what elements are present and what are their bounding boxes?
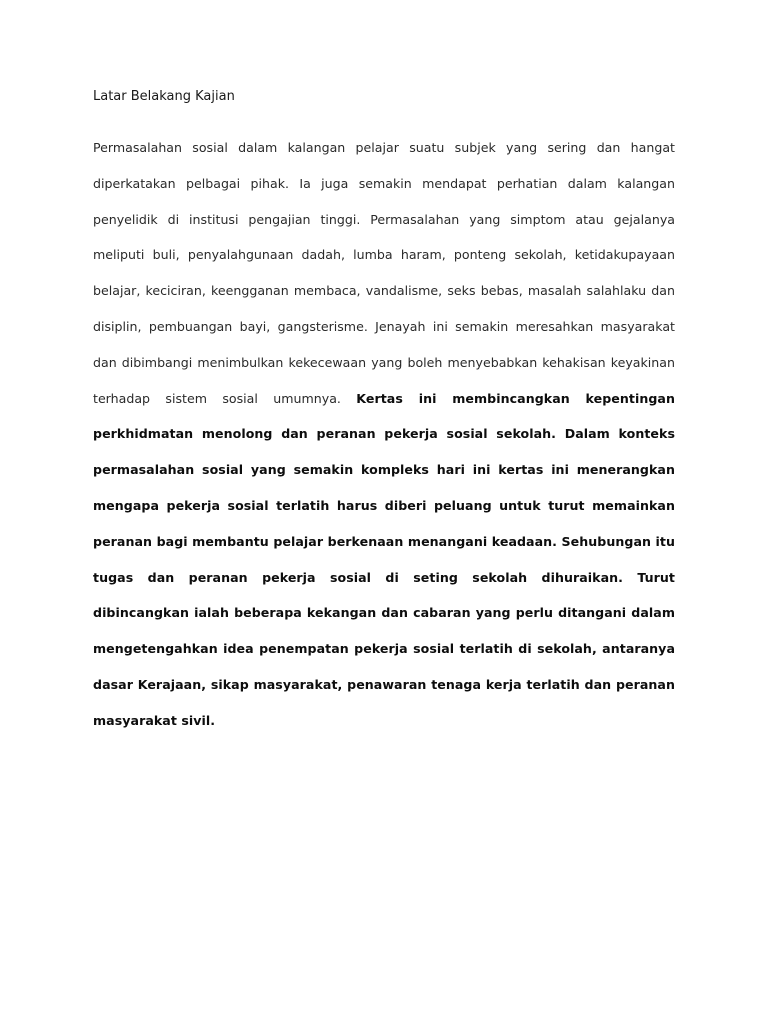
paragraph-part-2: Kertas ini membincangkan kepentingan perkhidmatan menolong dan peranan pekerja sosial sekolah. Dalam konteks permasalahan sosial yang semakin kompleks hari ini kertas ini menerangkan mengapa pekerja sosial terlatih harus diberi peluang untuk turut memainkan peranan bagi membantu pelajar berkenaan menangani keadaan. Sehubungan itu tugas dan peranan pekerja sosial di seting sekolah dihuraikan. Turut dibincangkan ialah beberapa kekangan dan cabaran yang perlu ditangani dalam mengetengahkan idea penempatan pekerja sosial terlatih di sekolah, antaranya dasar Kerajaan, sikap masyarakat, penawaran tenaga kerja terlatih dan peranan masyarakat sivil. [93, 390, 675, 728]
body-paragraph [93, 130, 675, 739]
section-heading: Latar Belakang Kajian [93, 89, 235, 104]
paragraph-part-1: Permasalahan sosial dalam kalangan pelajar suatu subjek yang sering dan hangat diperkatakan pelbagai pihak. Ia juga semakin mendapat perhatian dalam kalangan penyelidik di institusi pengajian tinggi. Permasalahan yang simptom atau gejalanya meliputi buli, penyalahgunaan dadah, lumba haram, ponteng sekolah, ketidakupayaan belajar, keciciran, keengganan membaca, vandalisme, seks bebas, masalah salahlaku dan disiplin, pembuangan bayi, gangsterisme. Jenayah ini semakin meresahkan masyarakat dan dibimbangi menimbulkan kekecewaan yang boleh menyebabkan kehakisan keyakinan terhadap sistem sosial umumnya. [93, 140, 675, 406]
